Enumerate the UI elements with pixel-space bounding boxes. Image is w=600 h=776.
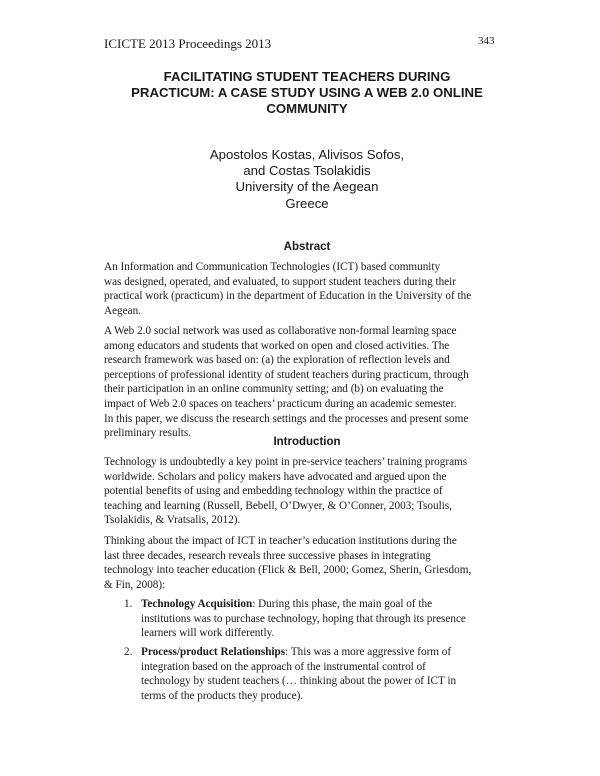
list-first-rest: : During this phase, the main goal of the [252,598,433,610]
introduction-heading: Introduction [273,436,341,448]
text-line: learners will work differently. [141,627,275,640]
paper-title [104,69,510,117]
list-number: 2. [124,646,133,658]
text-line: practical work (practicum) in the department of Education in the University of the [104,290,472,303]
country: Greece [285,195,329,211]
list-term: Process/product Relationships [141,646,286,658]
text-line: An Information and Communication Technologies (ICT) based community [104,261,441,273]
title-line: FACILITATING STUDENT TEACHERS DURING [163,69,451,84]
page-number: 343 [478,35,495,47]
text-line: institutions was to purchase technology, hoping that through its presence [141,612,466,625]
title-line: COMMUNITY [266,101,348,116]
text-line: teaching and learning (Russell, Bebell, O’Dwyer, & O’Conner, 2003; Tsoulis, [104,499,452,512]
text-line: & Fin, 2008): [104,578,166,591]
list-item-body [141,645,456,703]
affiliation: University of the Aegean [235,179,379,195]
text-line: Technology is undoubtedly a key point in pre-service teachers’ training programs [104,456,468,468]
text-line: Tsolakidis, & Vratsalis, 2012). [104,514,241,527]
text-line: was designed, operated, and evaluated, to support student teachers during their [104,275,456,288]
text-line: terms of the products they produce). [141,689,304,702]
text-line: A Web 2.0 social network was used as collaborative non-formal learning space [104,325,457,337]
list-first-line [141,597,466,612]
text-line: technology by student teachers (… thinking about the power of ICT in [141,675,457,688]
text-line: potential benefits of using and embedding technology within the practice of [104,485,443,498]
text-line: last three decades, research reveals three successive phases in integrating [104,549,431,562]
list-item-body [141,597,466,641]
text-line: In this paper, we discuss the research settings and the processes and present some [104,412,469,425]
text-line: perceptions of professional identity of student teachers during practicum, through [104,368,469,381]
abstract-paragraph-2 [104,324,504,441]
list-term: Technology Acquisition [141,598,253,610]
list-first-rest: : This was a more aggressive form of [285,646,452,658]
proceedings-title: ICICTE 2013 Proceedings 2013 [104,36,272,51]
text-line: Thinking about the impact of ICT in teacher’s education institutions during the [104,535,457,547]
list-first-line [141,645,456,660]
title-line: PRACTICUM: A CASE STUDY USING A WEB 2.0 ONLINE [131,85,483,100]
text-line: their participation in an online community setting; and (b) on evaluating the [104,383,444,396]
author-block [104,147,510,212]
introduction-paragraph-1 [104,455,504,528]
text-line: research framework was based on: (a) the exploration of reflection levels and [104,354,450,367]
text-line: worldwide. Scholars and policy makers have advocated and argued upon the [104,470,447,483]
text-line: technology into teacher education (Flick & Bell, 2000; Gomez, Sherin, Griesdom, [104,564,472,577]
text-line: impact of Web 2.0 spaces on teachers’ practicum during an academic semester. [104,397,457,410]
abstract-heading: Abstract [283,241,331,253]
introduction-paragraph-2 [104,534,504,592]
text-line: Aegean. [104,304,141,317]
text-line: preliminary results. [104,427,191,440]
authors-line: Apostolos Kostas, Alivisos Sofos, [209,147,405,162]
text-line: integration based on the approach of the instrumental control of [141,660,426,673]
abstract-paragraph-1 [104,260,504,318]
authors-line: and Costas Tsolakidis [243,163,371,179]
list-number: 1. [124,598,133,610]
text-line: among educators and students that worked on open and closed activities. The [104,339,450,352]
